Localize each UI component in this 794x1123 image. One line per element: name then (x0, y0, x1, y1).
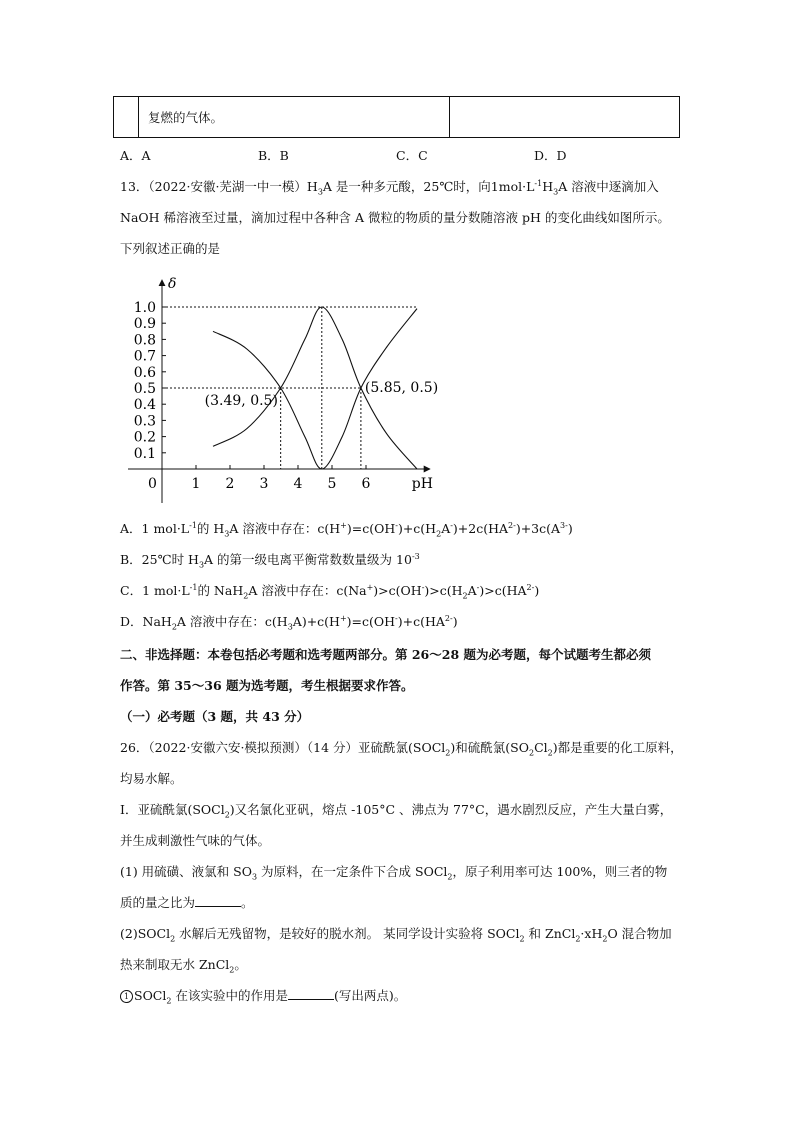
y-tick-label: 0.7 (133, 348, 156, 365)
y-tick-label: 0.4 (133, 397, 156, 414)
annotation-label: (3.49, 0.5) (204, 393, 278, 409)
table-cell-text: 复燃的气体。 (148, 110, 224, 125)
y-tick-label: 0.3 (133, 413, 156, 430)
table-cell-index (114, 97, 139, 137)
answer-table-fragment (113, 96, 680, 138)
q13-option-a: A．1 $mol\cdot L^{-1}$的 $H_3A$ 溶液中存在：$c(H^+)=c(OH^-)+c(H_2A^-)+2c(HA^{2-})+3c(A^{3-})$ (120, 520, 573, 539)
y-tick-label: 0.6 (133, 364, 156, 381)
x-tick-label: 1 (191, 476, 201, 492)
q13-stem-line-3: 下列叙述正确的是 (120, 241, 221, 256)
answer-blank[interactable] (288, 988, 334, 1000)
section-2-subheading: （一）必考题（3 题，共 43 分） (120, 709, 310, 724)
q13-option-b: B．25℃时 $H_3A$ 的第一级电离平衡常数数量级为 $10^{-3}$ (120, 551, 420, 570)
q26-line-6: 质的量之比为 。 (120, 895, 254, 910)
x-tick-label: 4 (293, 476, 303, 492)
q13-stem-line-1: 13．（2022·安徽·芜湖一中一模）$H_3A$ 是一种多元酸，25℃时，向$1mol\cdot L^{-1}H_3A$ 溶液中逐滴加入 (120, 178, 659, 197)
prev-option-a: A．A (120, 148, 151, 163)
y-tick-label: 0.5 (133, 381, 156, 397)
origin-label: 0 (148, 476, 157, 492)
q26-line-1: 26．（2022·安徽六安·模拟预测）（14 分）亚硫酰氯(SOCl$_2$)和硫酰氯$(SO_2Cl_2)$都是重要的化工原料， (120, 740, 683, 758)
table-cell-conclusion (450, 97, 679, 137)
annotation-label: (5.85, 0.5) (364, 380, 439, 396)
x-tick-label: 2 (225, 476, 235, 492)
table-cell-phenomenon (138, 97, 450, 137)
q13-stem-line-2: NaOH 稀溶液至过量，滴加过程中各种含 A 微粒的物质的量分数随溶液 pH 的变化曲线如图所示。 (120, 210, 670, 225)
y-tick-label: 0.9 (133, 316, 156, 333)
prev-option-d: D．D (534, 148, 567, 163)
q26-line-8: 热来制取无水 ZnCl$_2$。 (120, 957, 247, 975)
y-axis-label: δ (168, 276, 177, 292)
section-2-heading-line-1: 二、非选择题：本卷包括必考题和选考题两部分。第 26～28 题为必考题，每个试题考生都必须 (120, 647, 651, 662)
x-tick-label: 5 (327, 476, 337, 492)
prev-option-c: C．C (396, 148, 428, 163)
circled-number: 1 (120, 990, 133, 1003)
q26-line-3: I．亚硫酰氯(SOCl$_2$)又名氯化亚矾，熔点 -105°C 、沸点为 77°C，遇水剧烈反应，产生大量白雾， (120, 802, 673, 820)
q26-line-9: 1 SOCl$_2$ 在该实验中的作用是 (写出两点)。 (120, 987, 406, 1005)
q13-option-d: D．NaH$_2$A 溶液中存在：$c(H_3A)+c(H^+)=c(OH^-)+c(HA^{2-})$ (120, 613, 458, 632)
x-axis-label: pH (411, 476, 433, 492)
q26-line-5: (1) 用硫磺、液氯和 $SO_3$ 为原料，在一定条件下合成 SOCl$_2$，原子利用率可达 100%，则三者的物 (120, 864, 668, 882)
q26-line-2: 均易水解。 (120, 771, 183, 786)
section-2-heading-line-2: 作答。第 35～36 题为选考题，考生根据要求作答。 (120, 678, 414, 693)
y-tick-label: 0.8 (133, 332, 156, 349)
y-tick-label: 0.2 (133, 429, 156, 446)
q13-option-c: C．1 $mol\cdot L^{-1}$的 NaH$_2$A 溶液中存在：$c(Na^+)>c(OH^-)>c(H_2A^-)>c(HA^{2-})$ (120, 582, 540, 601)
q26-line-4: 并生成刺激性气味的气体。 (120, 833, 271, 848)
x-tick-label: 3 (259, 476, 269, 492)
y-tick-label: 0.1 (133, 445, 156, 462)
prev-option-b: B．B (258, 148, 289, 163)
distribution-chart (110, 272, 470, 512)
answer-blank[interactable] (195, 895, 241, 907)
y-tick-label: 1.0 (133, 300, 156, 316)
x-tick-label: 6 (361, 476, 371, 492)
q26-line-7: (2)SOCl$_2$ 水解后无残留物，是较好的脱水剂。 某同学设计实验将 SOCl$_2$ 和 $ZnCl_2\cdot xH_2O$ 混合物加 (120, 926, 672, 944)
